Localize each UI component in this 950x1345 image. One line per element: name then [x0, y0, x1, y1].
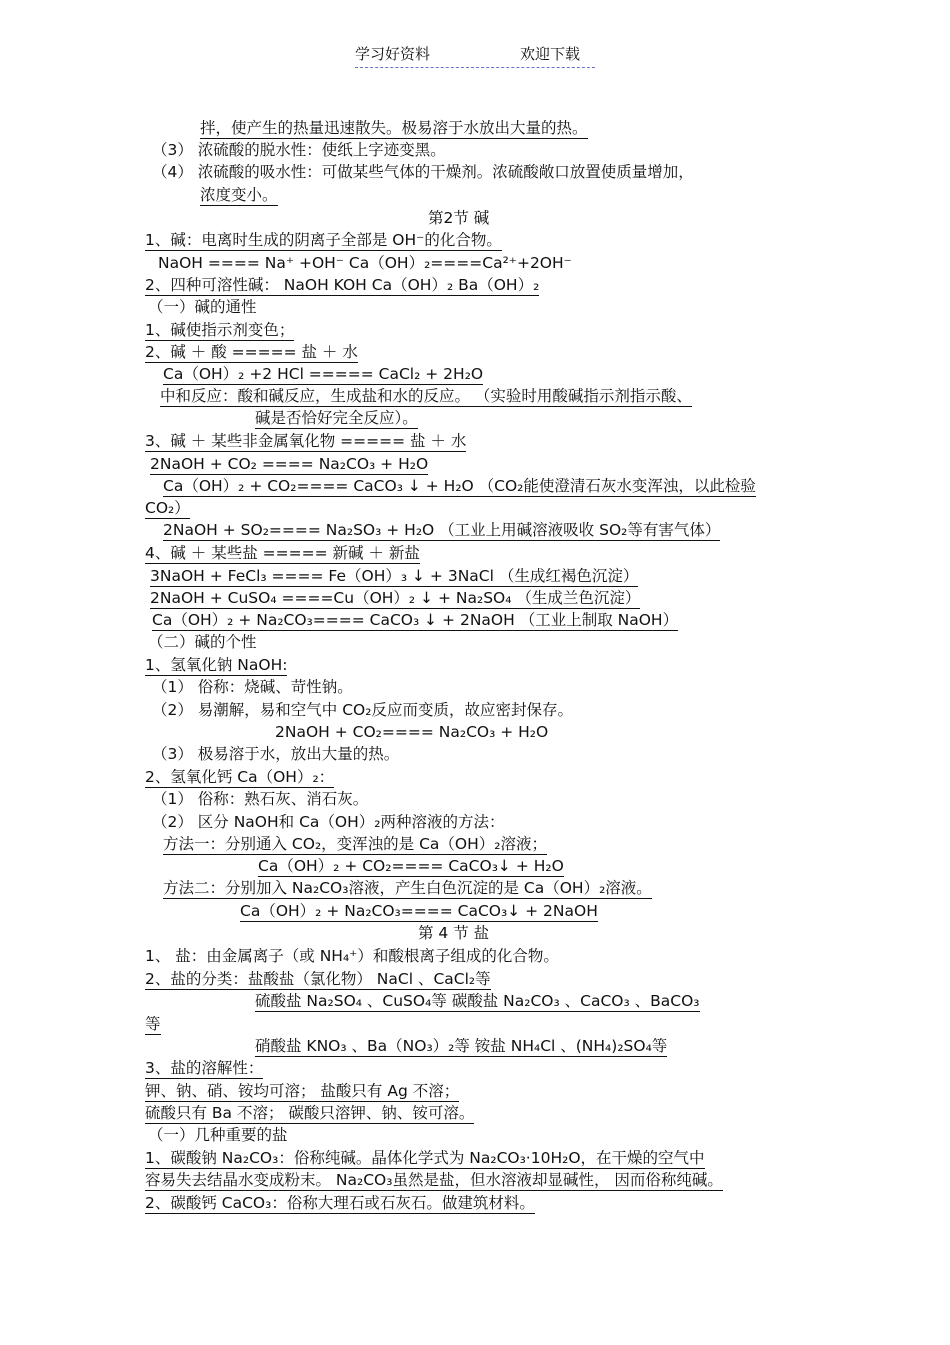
- text-line-content: （3） 极易溶于水，放出大量的热。: [152, 745, 400, 763]
- text-line: [150, 566, 638, 586]
- text-line: [163, 476, 756, 496]
- text-line: [255, 408, 418, 428]
- text-line: [200, 118, 588, 138]
- text-line: [145, 275, 539, 295]
- text-line: [145, 342, 358, 362]
- text-line: [145, 543, 420, 563]
- text-line-content: 3NaOH + FeCl₃ ==== Fe（OH）₃ ↓ + 3NaCl （生成红褐色沉淀）: [150, 567, 639, 585]
- text-line-content: （2） 区分 NaOH和 Ca（OH）₂两种溶液的方法：: [152, 813, 505, 831]
- text-line-content: 第2节 碱: [428, 209, 490, 227]
- text-line-content: 碱是否恰好完全反应）。: [255, 409, 418, 427]
- text-line-content: （4） 浓硫酸的吸水性：可做某些气体的干燥剂。浓硫酸敞口放置使质量增加，: [152, 163, 694, 181]
- text-line: [145, 767, 334, 787]
- text-line-content: 中和反应：酸和碱反应，生成盐和水的反应。 （实验时用酸碱指示剂指示酸、: [160, 387, 692, 405]
- text-line: [275, 722, 548, 742]
- text-line-content: 3、盐的溶解性：: [145, 1059, 264, 1077]
- text-line: [152, 700, 573, 720]
- text-line-content: （2） 易潮解，易和空气中 CO₂反应而变质，故应密封保存。: [152, 701, 573, 719]
- text-line: [428, 208, 489, 228]
- text-line: [152, 610, 678, 630]
- text-line: [152, 162, 694, 182]
- text-line-content: 浓度变小。: [200, 186, 278, 204]
- text-line-content: 1、 盐：由金属离子（或 NH₄⁺）和酸根离子组成的化合物。: [145, 947, 559, 965]
- text-line-content: Ca（OH）₂ + Na₂CO₃==== CaCO₃ ↓ + 2NaOH （工业上制取 NaOH）: [152, 611, 679, 629]
- text-line: [150, 454, 428, 474]
- text-line-content: Ca（OH）₂ + Na₂CO₃==== CaCO₃↓ + 2NaOH: [240, 902, 598, 920]
- text-line: [255, 1036, 667, 1056]
- text-line: [145, 230, 502, 250]
- text-line-content: 第 4 节 盐: [418, 924, 490, 942]
- text-line: [163, 834, 547, 854]
- text-line-content: 拌，使产生的热量迅速散失。极易溶于水放出大量的热。: [200, 119, 588, 137]
- text-line-content: 方法二：分别加入 Na₂CO₃溶液，产生白色沉淀的是 Ca（OH）₂溶液。: [163, 879, 652, 897]
- text-line: [240, 901, 598, 921]
- text-line: [145, 1014, 161, 1034]
- text-line: [152, 744, 399, 764]
- text-line-content: 硝酸盐 KNO₃ 、Ba（NO₃）₂等 铵盐 NH₄Cl 、(NH₄)₂SO₄等: [255, 1037, 668, 1055]
- text-line: [152, 677, 353, 697]
- text-line-content: 容易失去结晶水变成粉末。 Na₂CO₃虽然是盐，但水溶液却显碱性， 因而俗称纯碱。: [145, 1171, 723, 1189]
- text-line: [145, 1058, 263, 1078]
- text-line: [163, 520, 720, 540]
- text-line: [152, 140, 446, 160]
- text-line-content: （3） 浓硫酸的脱水性：使纸上字迹变黑。: [152, 141, 446, 159]
- header-right-text: 欢迎下载: [520, 45, 581, 63]
- text-line: [148, 297, 257, 317]
- text-line: [163, 364, 483, 384]
- text-line: [145, 655, 287, 675]
- text-line-content: 4、碱 ＋ 某些盐 ===== 新碱 ＋ 新盐: [145, 544, 420, 562]
- text-line-content: 钾、钠、硝、铵均可溶； 盐酸只有 Ag 不溶；: [145, 1082, 460, 1100]
- text-line: [145, 946, 559, 966]
- text-line: [145, 431, 466, 451]
- text-line: [152, 812, 504, 832]
- text-line-content: 等: [145, 1015, 161, 1033]
- header-left-text: 学习好资料: [355, 45, 431, 63]
- text-line: [145, 1103, 474, 1123]
- text-line-content: 2、碱 ＋ 酸 ===== 盐 ＋ 水: [145, 343, 358, 361]
- text-line-content: 1、氢氧化钠 NaOH:: [145, 656, 288, 674]
- text-line: [145, 1081, 459, 1101]
- text-line-content: （1） 俗称：熟石灰、消石灰。: [152, 790, 369, 808]
- text-line-content: （一）碱的通性: [148, 298, 257, 316]
- text-line: [145, 969, 491, 989]
- text-line-content: Ca（OH）₂ + CO₂==== CaCO₃↓ + H₂O: [258, 857, 564, 875]
- text-line: [163, 878, 652, 898]
- text-line-content: 硫酸盐 Na₂SO₄ 、CuSO₄等 碳酸盐 Na₂CO₃ 、CaCO₃ 、BaCO₃: [255, 992, 700, 1010]
- text-line-content: 2、碳酸钙 CaCO₃：俗称大理石或石灰石。做建筑材料。: [145, 1194, 535, 1212]
- text-line-content: 2、氢氧化钙 Ca（OH）₂：: [145, 768, 335, 786]
- text-line: [418, 923, 489, 943]
- text-line: [145, 1193, 535, 1213]
- text-line: [258, 856, 564, 876]
- text-line-content: CO₂）: [145, 499, 190, 517]
- text-line-content: （一）几种重要的盐: [148, 1126, 288, 1144]
- text-line: [160, 386, 692, 406]
- text-line-content: Ca（OH）₂ +2 HCl ===== CaCl₂ + 2H₂O: [163, 365, 484, 383]
- text-line-content: 2NaOH + CuSO₄ ====Cu（OH）₂ ↓ + Na₂SO₄ （生成兰色沉淀）: [150, 589, 641, 607]
- text-line-content: （二）碱的个性: [148, 633, 257, 651]
- text-line: [145, 1170, 723, 1190]
- text-line: [145, 1148, 705, 1168]
- text-line-content: 1、碳酸钠 Na₂CO₃：俗称纯碱。晶体化学式为 Na₂CO₃·10H₂O，在干燥的空气中: [145, 1149, 705, 1167]
- text-line-content: 1、碱：电离时生成的阴离子全部是 OH⁻的化合物。: [145, 231, 502, 249]
- text-line: [148, 1125, 288, 1145]
- text-line: [158, 253, 572, 273]
- text-line-content: 2、四种可溶性碱： NaOH KOH Ca（OH）₂ Ba（OH）₂: [145, 276, 540, 294]
- text-line: [145, 320, 294, 340]
- page-header: [355, 43, 595, 68]
- text-line: [255, 991, 700, 1011]
- text-line-content: 2NaOH + CO₂ ==== Na₂CO₃ + H₂O: [150, 455, 429, 473]
- text-line-content: 2、盐的分类：盐酸盐（氯化物） NaCl 、CaCl₂等: [145, 970, 491, 988]
- text-line-content: 1、碱使指示剂变色；: [145, 321, 295, 339]
- text-line: [148, 632, 257, 652]
- text-line-content: 方法一：分别通入 CO₂，变浑浊的是 Ca（OH）₂溶液；: [163, 835, 547, 853]
- text-line-content: （1） 俗称：烧碱、苛性钠。: [152, 678, 353, 696]
- text-line: [200, 185, 278, 205]
- text-line-content: NaOH ==== Na⁺ +OH⁻ Ca（OH）₂====Ca²⁺+2OH⁻: [158, 254, 572, 272]
- text-line-content: 硫酸只有 Ba 不溶； 碳酸只溶钾、钠、铵可溶。: [145, 1104, 475, 1122]
- text-line-content: 2NaOH + CO₂==== Na₂CO₃ + H₂O: [275, 723, 549, 741]
- text-line: [152, 789, 368, 809]
- text-line: [150, 588, 640, 608]
- text-line: [145, 498, 190, 518]
- text-line-content: Ca（OH）₂ + CO₂==== CaCO₃ ↓ + H₂O （CO₂能使澄清石灰水变浑浊，以此检验: [163, 477, 756, 495]
- text-line-content: 3、碱 ＋ 某些非金属氧化物 ===== 盐 ＋ 水: [145, 432, 467, 450]
- text-line-content: 2NaOH + SO₂==== Na₂SO₃ + H₂O （工业上用碱溶液吸收 SO₂等有害气体）: [163, 521, 721, 539]
